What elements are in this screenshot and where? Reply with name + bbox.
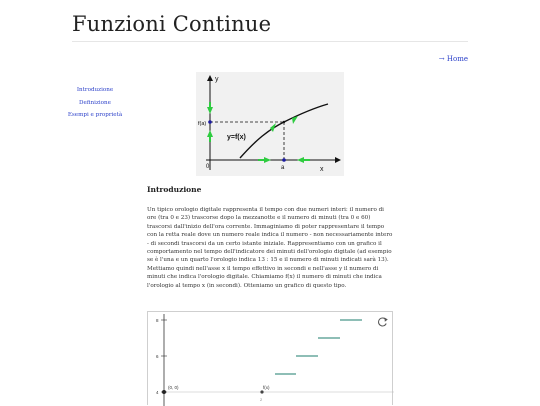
fx-label: f(x) xyxy=(263,385,270,390)
home-link[interactable]: → Home xyxy=(438,55,468,63)
point-on-curve xyxy=(283,121,285,123)
arrow-y-up-icon xyxy=(207,107,213,114)
refresh-icon[interactable] xyxy=(379,318,388,326)
continuity-diagram xyxy=(196,72,344,176)
x-tick-2: 2 xyxy=(260,397,263,402)
page-title: Funzioni Continue xyxy=(72,12,272,36)
fa-label: f(a) xyxy=(198,121,207,127)
y-tick-4: 4 xyxy=(156,390,159,395)
graph-applet[interactable] xyxy=(147,311,393,405)
side-navigation xyxy=(62,87,128,125)
origin-point xyxy=(162,390,166,394)
nav-item-introduzione[interactable]: Introduzione xyxy=(76,87,114,93)
origin-label: 0 xyxy=(206,164,210,170)
y-axis-label: y xyxy=(215,76,219,83)
title-divider xyxy=(72,41,468,42)
y-tick-6: 6 xyxy=(156,354,159,359)
a-label: a xyxy=(281,165,285,171)
arrow-x-right-icon xyxy=(264,157,271,163)
nav-item-esempi[interactable]: Esempi e proprietà xyxy=(67,112,123,118)
origin-point-label: (0, 0) xyxy=(168,385,179,390)
section-heading: Introduzione xyxy=(147,185,202,194)
point-fa xyxy=(208,120,212,124)
section-paragraph: Un tipico orologio digitale rappresenta il tempo con due numeri interi: il numero di ore (tra 0 e 23) trascorse dopo la mezzanotte e il numero di minuti (tra 0 e 60) trascorsi dall'inizio dell'ora corrente. Immaginiamo di poter rappresentare il tempo con la retta reale dove un numero reale indica il numero - non necessariamente intero - di secondi trascorsi da un certo istante iniziale. Rappresentiamo con un grafico il comportamento nel tempo dell'indicatore dei minuti dell'orologio digitale (ad esempio se è l'una e un quarto l'orologio indica 13 : 15 e il numero di minuti indicati sarà 13). Mettiamo quindi nell'asse x il tempo effettivo in secondi e nell'asse y il numero di minuti che indica l'orologio digitale. Chiamiamo f(x) il numero di minuti che indica l'orologio al tempo x (in secondi). Otteniamo un grafico di questo tipo. xyxy=(147,207,393,289)
arrow-y-down-icon xyxy=(207,130,213,137)
fx-point xyxy=(260,390,263,393)
x-axis-label: x xyxy=(320,166,324,173)
y-tick-8: 8 xyxy=(156,318,159,323)
function-label: y=f(x) xyxy=(227,134,246,141)
point-a xyxy=(282,158,286,162)
nav-item-definizione[interactable]: Definizione xyxy=(79,99,111,106)
arrow-x-left-icon xyxy=(297,157,304,163)
